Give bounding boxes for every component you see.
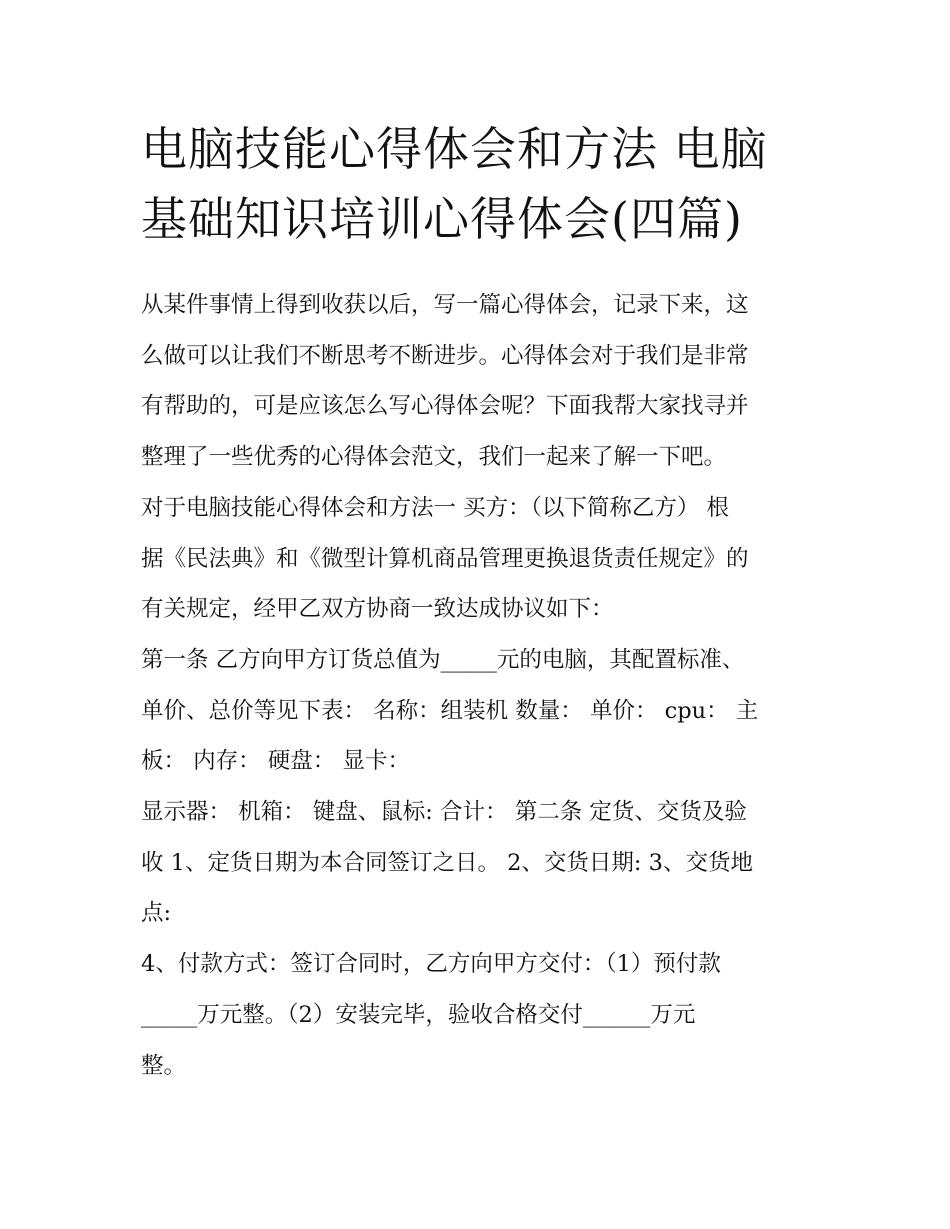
body-line: 收 1、定货日期为本合同签订之日。 2、交货日期: 3、交货地 [141,849,753,876]
body-line: 4、付款方式：签订合同时，乙方向甲方交付：（1）预付款 [141,951,721,978]
body-line: 据《民法典》和《微型计算机商品管理更换退货责任规定》的 [141,545,749,572]
body-line: 点: [141,900,172,927]
body-line: 板： 内存： 硬盘： 显卡： [141,748,410,775]
document-body [141,280,821,1091]
title-line: 电脑技能心得体会和方法 电脑 [141,122,768,176]
body-line: 么做可以让我们不断思考不断进步。心得体会对于我们是非常 [141,342,749,369]
document-content [141,114,821,1091]
body-line: 单价、总价等见下表： 名称：组装机 数量： 单价： cpu： 主 [141,697,759,724]
body-line: 显示器： 机箱： 键盘、鼠标: 合计： 第二条 定货、交货及验 [141,799,747,826]
title-line: 基础知识培训心得体会(四篇) [141,192,743,246]
body-line: 有帮助的，可是应该怎么写心得体会呢？下面我帮大家找寻并 [141,393,749,420]
body-line: _____万元整。（2）安装完毕，验收合格交付______万元 [141,1001,696,1028]
body-line: 从某件事情上得到收获以后，写一篇心得体会，记录下来，这 [141,292,749,318]
body-line: 整理了一些优秀的心得体会范文，我们一起来了解一下吧。 [141,444,727,471]
body-line: 整。 [141,1052,187,1079]
document-title [141,114,821,254]
body-line: 第一条 乙方向甲方订货总值为_____元的电脑，其配置标准、 [141,646,745,673]
body-line: 有关规定，经甲乙双方协商一致达成协议如下： [141,596,614,623]
body-line: 对于电脑技能心得体会和方法一 买方：（以下简称乙方） 根 [141,494,730,521]
